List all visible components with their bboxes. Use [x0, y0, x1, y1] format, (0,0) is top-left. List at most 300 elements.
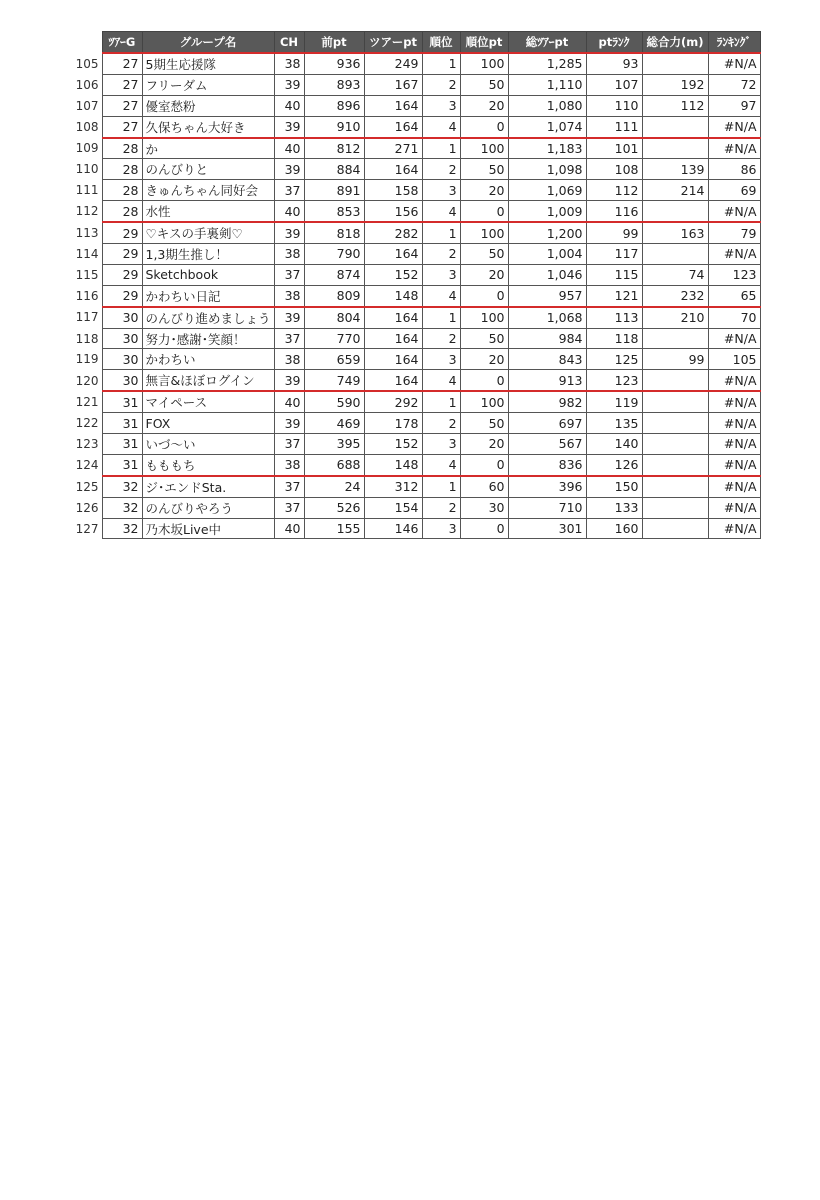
total-power-cell: [642, 244, 708, 265]
group-name-cell: FOX: [142, 413, 274, 434]
ch-cell: 40: [274, 201, 304, 222]
header-total-tour-pt: 総ﾂｱｰpt: [508, 32, 586, 54]
tour-group-cell: 30: [102, 307, 142, 328]
rank-cell: 1: [422, 391, 460, 412]
tour-pt-cell: 167: [364, 74, 422, 95]
rank-cell: 2: [422, 328, 460, 349]
tour-group-cell: 30: [102, 349, 142, 370]
row-number: 127: [72, 518, 102, 539]
table-row: [72, 116, 760, 137]
table-row: [72, 476, 760, 497]
row-number: 111: [72, 180, 102, 201]
rank-pt-cell: 0: [460, 518, 508, 539]
table-row: [72, 285, 760, 306]
ch-cell: 39: [274, 413, 304, 434]
tour-group-cell: 28: [102, 201, 142, 222]
pt-rank-cell: 135: [586, 413, 642, 434]
prev-pt-cell: 874: [304, 264, 364, 285]
ranking-cell: #N/A: [708, 497, 760, 518]
tour-pt-cell: 164: [364, 370, 422, 391]
rank-cell: 2: [422, 159, 460, 180]
ranking-cell: #N/A: [708, 434, 760, 455]
group-name-cell: きゅんちゃん同好会: [142, 180, 274, 201]
pt-rank-cell: 126: [586, 454, 642, 475]
rank-cell: 1: [422, 307, 460, 328]
table-row: [72, 328, 760, 349]
row-number: 110: [72, 159, 102, 180]
total-power-cell: 214: [642, 180, 708, 201]
pt-rank-cell: 108: [586, 159, 642, 180]
rank-cell: 3: [422, 434, 460, 455]
pt-rank-cell: 116: [586, 201, 642, 222]
group-ranking-table: [72, 31, 761, 539]
total-tour-pt-cell: 301: [508, 518, 586, 539]
ranking-cell: 65: [708, 285, 760, 306]
row-number: 109: [72, 138, 102, 159]
ch-cell: 39: [274, 74, 304, 95]
pt-rank-cell: 140: [586, 434, 642, 455]
prev-pt-cell: 804: [304, 307, 364, 328]
ranking-cell: #N/A: [708, 370, 760, 391]
tour-pt-cell: 164: [364, 307, 422, 328]
group-name-cell: か: [142, 138, 274, 159]
prev-pt-cell: 910: [304, 116, 364, 137]
rank-cell: 2: [422, 244, 460, 265]
row-number: 116: [72, 285, 102, 306]
group-name-cell: ♡キスの手裏剣♡: [142, 222, 274, 243]
pt-rank-cell: 115: [586, 264, 642, 285]
prev-pt-cell: 893: [304, 74, 364, 95]
tour-pt-cell: 271: [364, 138, 422, 159]
total-power-cell: [642, 116, 708, 137]
header-group-name: グループ名: [142, 32, 274, 54]
row-number: 122: [72, 413, 102, 434]
tour-pt-cell: 164: [364, 116, 422, 137]
header-tour-group: ﾂｱｰG: [102, 32, 142, 54]
group-name-cell: のんびりやろう: [142, 497, 274, 518]
table-row: [72, 307, 760, 328]
total-tour-pt-cell: 1,068: [508, 307, 586, 328]
group-name-cell: もももち: [142, 454, 274, 475]
rank-pt-cell: 50: [460, 159, 508, 180]
total-tour-pt-cell: 1,004: [508, 244, 586, 265]
group-name-cell: 久保ちゃん大好き: [142, 116, 274, 137]
rank-pt-cell: 60: [460, 476, 508, 497]
prev-pt-cell: 749: [304, 370, 364, 391]
rank-cell: 1: [422, 476, 460, 497]
tour-pt-cell: 292: [364, 391, 422, 412]
tour-group-cell: 29: [102, 285, 142, 306]
total-power-cell: [642, 138, 708, 159]
ranking-cell: #N/A: [708, 413, 760, 434]
pt-rank-cell: 123: [586, 370, 642, 391]
ranking-cell: 123: [708, 264, 760, 285]
header-prev-pt: 前pt: [304, 32, 364, 54]
tour-group-cell: 31: [102, 434, 142, 455]
prev-pt-cell: 853: [304, 201, 364, 222]
row-number: 118: [72, 328, 102, 349]
pt-rank-cell: 112: [586, 180, 642, 201]
total-tour-pt-cell: 1,080: [508, 95, 586, 116]
table-row: [72, 349, 760, 370]
tour-pt-cell: 158: [364, 180, 422, 201]
ranking-cell: 72: [708, 74, 760, 95]
rank-pt-cell: 20: [460, 180, 508, 201]
prev-pt-cell: 809: [304, 285, 364, 306]
pt-rank-cell: 110: [586, 95, 642, 116]
group-name-cell: 水性: [142, 201, 274, 222]
prev-pt-cell: 155: [304, 518, 364, 539]
pt-rank-cell: 99: [586, 222, 642, 243]
rank-pt-cell: 0: [460, 454, 508, 475]
rank-pt-cell: 0: [460, 370, 508, 391]
ch-cell: 38: [274, 454, 304, 475]
table-row: [72, 222, 760, 243]
ch-cell: 40: [274, 95, 304, 116]
rank-cell: 1: [422, 222, 460, 243]
row-number: 107: [72, 95, 102, 116]
total-power-cell: [642, 518, 708, 539]
rank-cell: 3: [422, 264, 460, 285]
table-row: [72, 95, 760, 116]
row-number: 126: [72, 497, 102, 518]
tour-pt-cell: 146: [364, 518, 422, 539]
tour-pt-cell: 249: [364, 53, 422, 74]
tour-group-cell: 32: [102, 476, 142, 497]
header-ch: CH: [274, 32, 304, 54]
ch-cell: 40: [274, 138, 304, 159]
row-number: 106: [72, 74, 102, 95]
group-name-cell: のんびりと: [142, 159, 274, 180]
total-tour-pt-cell: 982: [508, 391, 586, 412]
group-name-cell: ジ･エンドSta.: [142, 476, 274, 497]
ch-cell: 39: [274, 370, 304, 391]
row-number: 114: [72, 244, 102, 265]
ch-cell: 38: [274, 285, 304, 306]
prev-pt-cell: 812: [304, 138, 364, 159]
header-total-power: 総合力(m): [642, 32, 708, 54]
rank-cell: 2: [422, 74, 460, 95]
total-tour-pt-cell: 957: [508, 285, 586, 306]
total-power-cell: [642, 413, 708, 434]
rank-pt-cell: 30: [460, 497, 508, 518]
tour-pt-cell: 312: [364, 476, 422, 497]
table-row: [72, 244, 760, 265]
rank-cell: 4: [422, 454, 460, 475]
table-row: [72, 434, 760, 455]
tour-group-cell: 31: [102, 454, 142, 475]
tour-pt-cell: 164: [364, 328, 422, 349]
tour-pt-cell: 148: [364, 285, 422, 306]
prev-pt-cell: 469: [304, 413, 364, 434]
total-tour-pt-cell: 984: [508, 328, 586, 349]
header-pt-rank: ptﾗﾝｸ: [586, 32, 642, 54]
rank-pt-cell: 0: [460, 201, 508, 222]
rank-cell: 2: [422, 497, 460, 518]
table-row: [72, 413, 760, 434]
tour-pt-cell: 282: [364, 222, 422, 243]
pt-rank-cell: 101: [586, 138, 642, 159]
prev-pt-cell: 891: [304, 180, 364, 201]
total-power-cell: [642, 328, 708, 349]
total-power-cell: [642, 370, 708, 391]
tour-group-cell: 30: [102, 328, 142, 349]
total-tour-pt-cell: 1,046: [508, 264, 586, 285]
total-power-cell: [642, 391, 708, 412]
ch-cell: 37: [274, 264, 304, 285]
group-name-cell: 努力･感謝･笑顔！: [142, 328, 274, 349]
total-power-cell: 210: [642, 307, 708, 328]
total-power-cell: [642, 454, 708, 475]
ranking-cell: 86: [708, 159, 760, 180]
prev-pt-cell: 818: [304, 222, 364, 243]
ranking-cell: #N/A: [708, 53, 760, 74]
rank-cell: 4: [422, 116, 460, 137]
tour-group-cell: 27: [102, 74, 142, 95]
pt-rank-cell: 160: [586, 518, 642, 539]
rank-pt-cell: 20: [460, 349, 508, 370]
rank-pt-cell: 50: [460, 328, 508, 349]
row-number: 105: [72, 53, 102, 74]
ranking-cell: 70: [708, 307, 760, 328]
header-tour-pt: ツアーpt: [364, 32, 422, 54]
table-row: [72, 518, 760, 539]
group-name-cell: 5期生応援隊: [142, 53, 274, 74]
total-tour-pt-cell: 1,200: [508, 222, 586, 243]
prev-pt-cell: 884: [304, 159, 364, 180]
rank-cell: 4: [422, 370, 460, 391]
ch-cell: 40: [274, 391, 304, 412]
rank-pt-cell: 100: [460, 138, 508, 159]
rank-cell: 3: [422, 95, 460, 116]
pt-rank-cell: 118: [586, 328, 642, 349]
pt-rank-cell: 119: [586, 391, 642, 412]
total-tour-pt-cell: 843: [508, 349, 586, 370]
tour-group-cell: 27: [102, 95, 142, 116]
group-name-cell: マイペース: [142, 391, 274, 412]
rank-pt-cell: 50: [460, 244, 508, 265]
total-power-cell: [642, 497, 708, 518]
pt-rank-cell: 121: [586, 285, 642, 306]
ch-cell: 38: [274, 53, 304, 74]
total-power-cell: 74: [642, 264, 708, 285]
ch-cell: 37: [274, 476, 304, 497]
row-number-header: [72, 32, 102, 54]
ranking-cell: 79: [708, 222, 760, 243]
ranking-cell: #N/A: [708, 138, 760, 159]
rank-pt-cell: 100: [460, 391, 508, 412]
table-row: [72, 53, 760, 74]
table-row: [72, 264, 760, 285]
total-tour-pt-cell: 710: [508, 497, 586, 518]
ranking-cell: #N/A: [708, 476, 760, 497]
tour-group-cell: 29: [102, 264, 142, 285]
rank-cell: 3: [422, 518, 460, 539]
tour-pt-cell: 164: [364, 95, 422, 116]
total-tour-pt-cell: 1,110: [508, 74, 586, 95]
group-name-cell: のんびり進めましょう: [142, 307, 274, 328]
row-number: 123: [72, 434, 102, 455]
rank-pt-cell: 50: [460, 74, 508, 95]
tour-group-cell: 27: [102, 116, 142, 137]
pt-rank-cell: 133: [586, 497, 642, 518]
tour-pt-cell: 164: [364, 244, 422, 265]
ranking-cell: 97: [708, 95, 760, 116]
total-power-cell: 232: [642, 285, 708, 306]
prev-pt-cell: 770: [304, 328, 364, 349]
rank-cell: 1: [422, 138, 460, 159]
total-tour-pt-cell: 396: [508, 476, 586, 497]
group-name-cell: Sketchbook: [142, 264, 274, 285]
tour-group-cell: 30: [102, 370, 142, 391]
ranking-cell: #N/A: [708, 244, 760, 265]
prev-pt-cell: 395: [304, 434, 364, 455]
prev-pt-cell: 790: [304, 244, 364, 265]
table-body: [72, 53, 760, 539]
total-power-cell: 112: [642, 95, 708, 116]
prev-pt-cell: 936: [304, 53, 364, 74]
tour-group-cell: 28: [102, 180, 142, 201]
total-tour-pt-cell: 1,009: [508, 201, 586, 222]
rank-pt-cell: 100: [460, 222, 508, 243]
total-tour-pt-cell: 567: [508, 434, 586, 455]
total-power-cell: [642, 434, 708, 455]
total-power-cell: 139: [642, 159, 708, 180]
ch-cell: 37: [274, 180, 304, 201]
tour-pt-cell: 152: [364, 434, 422, 455]
ranking-cell: #N/A: [708, 328, 760, 349]
prev-pt-cell: 688: [304, 454, 364, 475]
ch-cell: 39: [274, 307, 304, 328]
prev-pt-cell: 590: [304, 391, 364, 412]
rank-cell: 2: [422, 413, 460, 434]
rank-pt-cell: 20: [460, 264, 508, 285]
total-tour-pt-cell: 697: [508, 413, 586, 434]
ranking-cell: #N/A: [708, 116, 760, 137]
total-tour-pt-cell: 1,069: [508, 180, 586, 201]
tour-group-cell: 31: [102, 391, 142, 412]
group-name-cell: いづ〜い: [142, 434, 274, 455]
table-row: [72, 159, 760, 180]
ch-cell: 38: [274, 349, 304, 370]
rank-cell: 3: [422, 349, 460, 370]
total-power-cell: [642, 476, 708, 497]
rank-pt-cell: 50: [460, 413, 508, 434]
tour-group-cell: 28: [102, 138, 142, 159]
row-number: 119: [72, 349, 102, 370]
pt-rank-cell: 113: [586, 307, 642, 328]
table-row: [72, 391, 760, 412]
total-tour-pt-cell: 913: [508, 370, 586, 391]
row-number: 108: [72, 116, 102, 137]
ch-cell: 39: [274, 222, 304, 243]
pt-rank-cell: 117: [586, 244, 642, 265]
row-number: 125: [72, 476, 102, 497]
ranking-cell: 105: [708, 349, 760, 370]
total-tour-pt-cell: 1,285: [508, 53, 586, 74]
group-name-cell: 無言&ほぼログイン: [142, 370, 274, 391]
rank-cell: 1: [422, 53, 460, 74]
table-row: [72, 454, 760, 475]
table-row: [72, 370, 760, 391]
tour-pt-cell: 164: [364, 159, 422, 180]
group-name-cell: フリーダム: [142, 74, 274, 95]
group-name-cell: かわちい: [142, 349, 274, 370]
group-name-cell: かわちい日記: [142, 285, 274, 306]
total-power-cell: 163: [642, 222, 708, 243]
tour-group-cell: 29: [102, 222, 142, 243]
tour-group-cell: 32: [102, 518, 142, 539]
tour-group-cell: 31: [102, 413, 142, 434]
header-rank-pt: 順位pt: [460, 32, 508, 54]
total-tour-pt-cell: 836: [508, 454, 586, 475]
total-tour-pt-cell: 1,183: [508, 138, 586, 159]
ch-cell: 39: [274, 116, 304, 137]
ranking-cell: #N/A: [708, 201, 760, 222]
tour-pt-cell: 148: [364, 454, 422, 475]
tour-group-cell: 32: [102, 497, 142, 518]
tour-group-cell: 27: [102, 53, 142, 74]
rank-cell: 3: [422, 180, 460, 201]
tour-pt-cell: 156: [364, 201, 422, 222]
row-number: 121: [72, 391, 102, 412]
table-row: [72, 180, 760, 201]
rank-pt-cell: 0: [460, 116, 508, 137]
prev-pt-cell: 526: [304, 497, 364, 518]
tour-group-cell: 28: [102, 159, 142, 180]
ch-cell: 37: [274, 328, 304, 349]
ranking-cell: #N/A: [708, 454, 760, 475]
ch-cell: 39: [274, 159, 304, 180]
row-number: 113: [72, 222, 102, 243]
ch-cell: 40: [274, 518, 304, 539]
tour-pt-cell: 154: [364, 497, 422, 518]
header-rank: 順位: [422, 32, 460, 54]
table-row: [72, 201, 760, 222]
header-ranking: ﾗﾝｷﾝｸﾞ: [708, 32, 760, 54]
ch-cell: 37: [274, 497, 304, 518]
rank-pt-cell: 0: [460, 285, 508, 306]
pt-rank-cell: 107: [586, 74, 642, 95]
pt-rank-cell: 93: [586, 53, 642, 74]
total-power-cell: 99: [642, 349, 708, 370]
table-row: [72, 138, 760, 159]
rank-cell: 4: [422, 285, 460, 306]
rank-pt-cell: 20: [460, 434, 508, 455]
total-power-cell: [642, 201, 708, 222]
row-number: 120: [72, 370, 102, 391]
header-row: [72, 32, 760, 54]
group-name-cell: 乃木坂Live中: [142, 518, 274, 539]
rank-pt-cell: 20: [460, 95, 508, 116]
total-power-cell: 192: [642, 74, 708, 95]
total-tour-pt-cell: 1,074: [508, 116, 586, 137]
rank-pt-cell: 100: [460, 53, 508, 74]
row-number: 115: [72, 264, 102, 285]
prev-pt-cell: 659: [304, 349, 364, 370]
row-number: 124: [72, 454, 102, 475]
table-row: [72, 74, 760, 95]
group-name-cell: 1,3期生推し！: [142, 244, 274, 265]
ranking-cell: #N/A: [708, 518, 760, 539]
ranking-cell: 69: [708, 180, 760, 201]
tour-group-cell: 29: [102, 244, 142, 265]
tour-pt-cell: 152: [364, 264, 422, 285]
tour-pt-cell: 164: [364, 349, 422, 370]
total-tour-pt-cell: 1,098: [508, 159, 586, 180]
group-name-cell: 優室愁粉: [142, 95, 274, 116]
pt-rank-cell: 111: [586, 116, 642, 137]
